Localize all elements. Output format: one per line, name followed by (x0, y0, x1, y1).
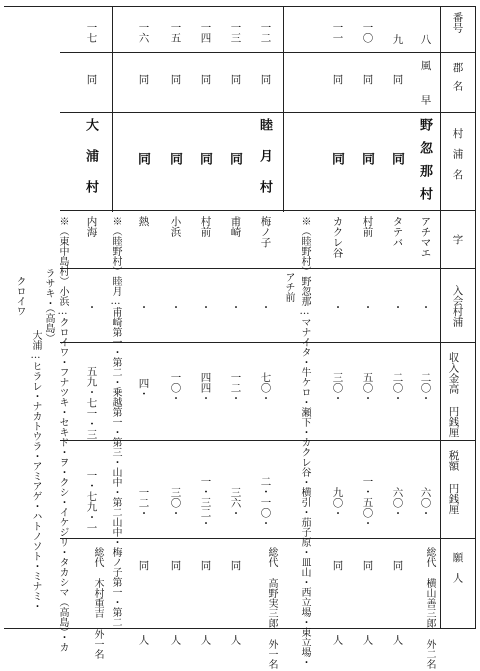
top-rule (4, 6, 476, 7)
row-applicant: 同 人 (331, 560, 344, 671)
row-income: 一〇・ (169, 372, 182, 404)
header-county: 郡名 (451, 62, 464, 99)
row-applicant: 同 人 (169, 560, 182, 671)
row-tax: 一・三二・ (199, 476, 212, 529)
row-joint: ・ (229, 302, 242, 313)
row-aza: 村前 (199, 216, 212, 237)
note-line: 大浦…ヒラレ・ナカトウラ・アミアゲ・ハトノソト・ミナミ・ (30, 330, 41, 611)
row-aza: タテバ (391, 216, 404, 248)
note-line: ラサキ・（高島） (43, 268, 54, 343)
row-aza: 梅ノ子 (259, 216, 272, 248)
row-aza: アチマエ (419, 216, 432, 258)
row-number: 一〇 (361, 22, 374, 43)
row-joint: ・ (169, 302, 182, 313)
row-county: 同 (331, 74, 344, 85)
row-village: 同 (135, 152, 150, 165)
header-income: 収入金高 円銭厘 (447, 352, 460, 438)
row-aza: 村前 (361, 216, 374, 237)
row-aza: 熱 (137, 216, 150, 227)
row-county: 同 (259, 74, 272, 85)
row-applicant: 総代 横山善三郎 外二名 (424, 547, 435, 669)
row-county: 同 (199, 74, 212, 85)
row-aza: 甫崎 (229, 216, 242, 237)
row-joint: ・ (259, 302, 272, 313)
row-village: 同 (197, 152, 212, 165)
row-village: 同 (167, 152, 182, 165)
row-tax: 六〇・ (419, 487, 432, 519)
row-county: 同 (169, 74, 182, 85)
row-aza: カクレ谷 (331, 216, 344, 258)
note-line: ※（東中島村）小浜…クロイワ・フナツキ・セキド・ヲ・クシ・イケジリ・タカシマ（高島）・カ (57, 216, 68, 652)
row-applicant: 同 人 (361, 560, 374, 671)
header-aza: 字 (451, 234, 464, 245)
row-tax: 二・一〇・ (259, 476, 272, 529)
row-applicant: 同 人 (199, 560, 212, 671)
note-line: アチ前 (283, 272, 294, 302)
row-tax: 九〇・ (331, 487, 344, 519)
row-applicant: 同 人 (229, 560, 242, 671)
header-applicant: 願人 (451, 552, 464, 593)
row-tax: 三六・ (229, 487, 242, 519)
row-county: 風早 (419, 60, 432, 129)
row-tax: 一・五〇・ (361, 476, 374, 529)
group-rule-b (283, 6, 284, 212)
row-joint: ・ (419, 302, 432, 313)
note-line: ※（睦野村）睦月…甫崎第一・第二・乗越第一・第三・山中・第二山中・梅ノ子第一・第二 (110, 216, 121, 627)
band-rule-5 (60, 342, 476, 343)
row-number: 一三 (229, 22, 242, 43)
band-rule-4 (60, 268, 476, 269)
header-no: 番号 (451, 12, 464, 33)
row-joint: ・ (361, 302, 374, 313)
row-number: 一一 (331, 22, 344, 43)
row-income: 二〇・ (391, 372, 404, 404)
right-rule (475, 6, 476, 629)
row-village: 同 (389, 152, 404, 165)
note-line: クロイワ (14, 276, 25, 316)
row-village: 同 (227, 152, 242, 165)
row-village: 同 (359, 152, 374, 165)
row-income: 二〇・ (419, 372, 432, 404)
row-income: 五九・七一・三 (85, 366, 98, 440)
row-county: 同 (361, 74, 374, 85)
row-village: 野忽那村 (417, 118, 432, 210)
row-applicant: 総代 高野実三郎 外一名 (266, 547, 277, 669)
row-number: 一七 (85, 22, 98, 43)
row-tax: 一・七九・一 (85, 470, 98, 533)
band-rule-6 (60, 440, 476, 441)
row-applicant: 総代 木村重吉 外一名 (92, 547, 103, 659)
row-tax: 一二・ (137, 487, 150, 519)
row-income: 一二・ (229, 372, 242, 404)
note-line: ※（睦野村）野忽那…マナイタ・牛ケロ・瀬下・カクレ谷・横引・茄子原・皿山・西立場・東立場・ (299, 216, 310, 667)
row-income: 五〇・ (361, 372, 374, 404)
row-village: 大浦村 (83, 118, 98, 211)
header-joint: 入会村浦 (451, 285, 464, 327)
header-tax: 税額 円銭厘 (447, 450, 460, 515)
row-income: 四四・ (199, 372, 212, 404)
header-divider (440, 6, 441, 629)
band-rule-1 (60, 52, 476, 53)
row-number: 一二 (259, 22, 272, 43)
row-joint: ・ (85, 302, 98, 313)
row-income: 三〇・ (331, 372, 344, 404)
row-aza: 内海 (85, 216, 98, 237)
row-applicant: 同 人 (137, 560, 150, 671)
row-tax: 三〇・ (169, 487, 182, 519)
row-joint: ・ (137, 302, 150, 313)
row-village: 同 (329, 152, 344, 165)
row-applicant: 同 人 (391, 560, 404, 671)
row-county: 同 (137, 74, 150, 85)
row-income: 四・ (137, 378, 150, 399)
row-county: 同 (229, 74, 242, 85)
row-county: 同 (391, 74, 404, 85)
row-income: 七〇・ (259, 372, 272, 404)
row-number: 一四 (199, 22, 212, 43)
row-number: 九 (391, 34, 404, 45)
row-joint: ・ (331, 302, 344, 313)
row-number: 一六 (137, 22, 150, 43)
row-number: 一五 (169, 22, 182, 43)
group-rule-a (112, 6, 113, 212)
header-village: 村浦名 (451, 128, 464, 190)
row-joint: ・ (199, 302, 212, 313)
row-number: 八 (419, 34, 432, 45)
band-rule-7 (60, 538, 476, 539)
row-aza: 小浜 (169, 216, 182, 237)
row-joint: ・ (391, 302, 404, 313)
row-county: 同 (85, 74, 98, 85)
row-tax: 六〇・ (391, 487, 404, 519)
band-rule-2 (60, 112, 476, 113)
row-village: 睦月村 (257, 118, 272, 211)
